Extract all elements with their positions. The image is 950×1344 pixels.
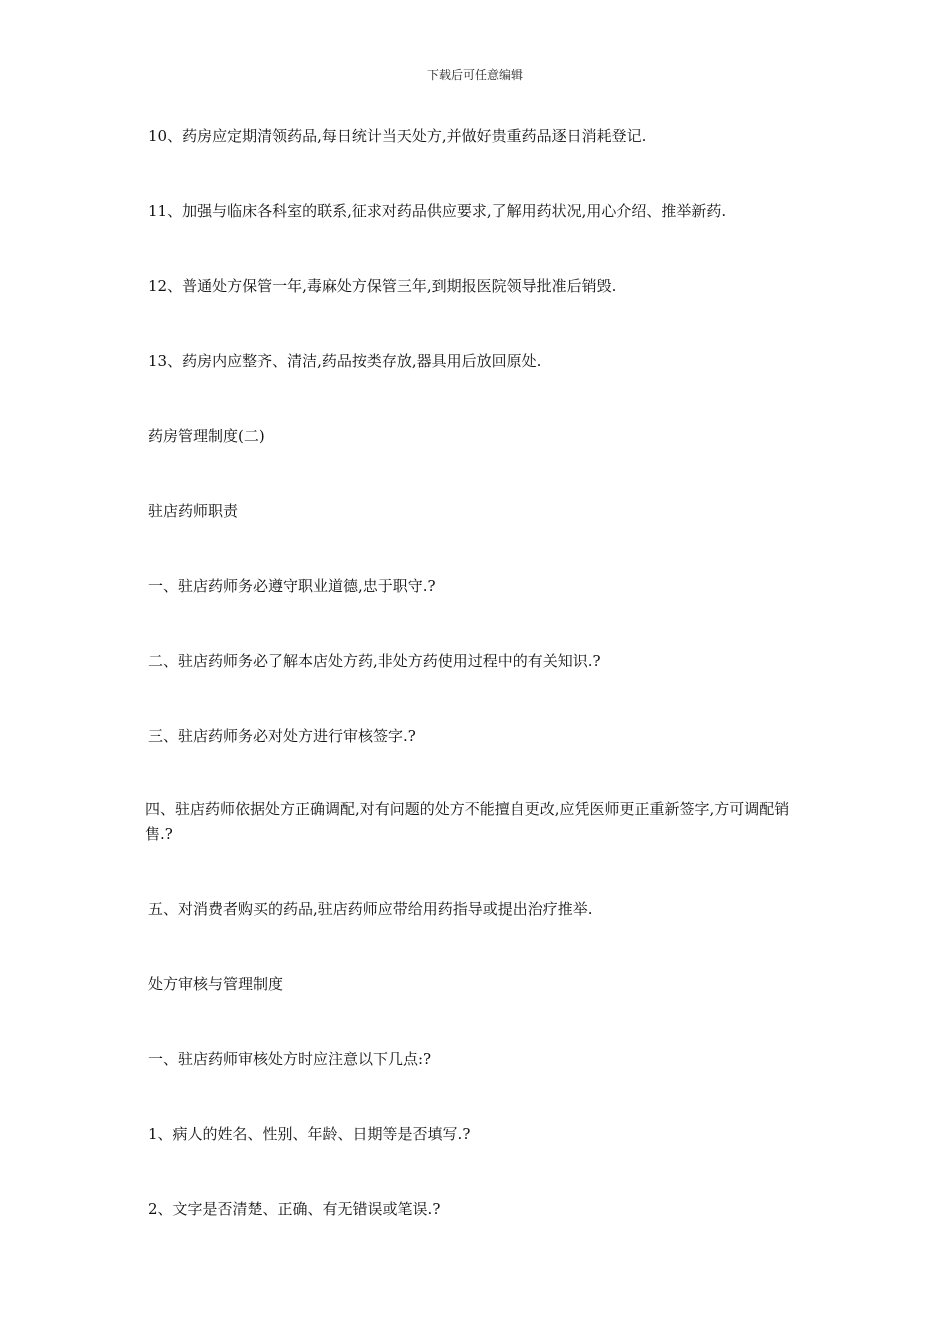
review-item-1: 一、驻店药师审核处方时应注意以下几点:?: [148, 1050, 432, 1068]
section-heading-pharmacist-duties: 驻店药师职责: [148, 502, 239, 520]
duty-item-3: 三、驻店药师务必对处方进行审核签字.?: [148, 727, 416, 745]
section-heading-prescription-review: 处方审核与管理制度: [148, 975, 284, 993]
section-heading-pharmacy-rules-2: 药房管理制度(二): [148, 427, 265, 445]
paragraph-item-12: 12、普通处方保管一年,毒麻处方保管三年,到期报医院领导批准后销毁.: [148, 277, 617, 295]
review-subitem-1: 1、病人的姓名、性别、年龄、日期等是否填写.?: [148, 1125, 471, 1143]
duty-item-1: 一、驻店药师务必遵守职业道德,忠于职守.?: [148, 577, 436, 595]
page-header: 下载后可任意编辑: [426, 68, 523, 82]
duty-item-2: 二、驻店药师务必了解本店处方药,非处方药使用过程中的有关知识.?: [148, 652, 601, 670]
paragraph-item-13: 13、药房内应整齐、清洁,药品按类存放,器具用后放回原处.: [148, 352, 542, 370]
paragraph-item-11: 11、加强与临床各科室的联系,征求对药品供应要求,了解用药状况,用心介绍、推举新药.: [148, 202, 727, 220]
paragraph-item-10: 10、药房应定期清领药品,每日统计当天处方,并做好贵重药品逐日消耗登记.: [148, 127, 647, 145]
duty-item-4: 四、驻店药师依据处方正确调配,对有问题的处方不能擅自更改,应凭医师更正重新签字,方可调配销售.?: [145, 800, 790, 843]
duty-item-5: 五、对消费者购买的药品,驻店药师应带给用药指导或提出治疗推举.: [148, 900, 593, 918]
review-subitem-2: 2、文字是否清楚、正确、有无错误或笔误.?: [148, 1200, 441, 1218]
